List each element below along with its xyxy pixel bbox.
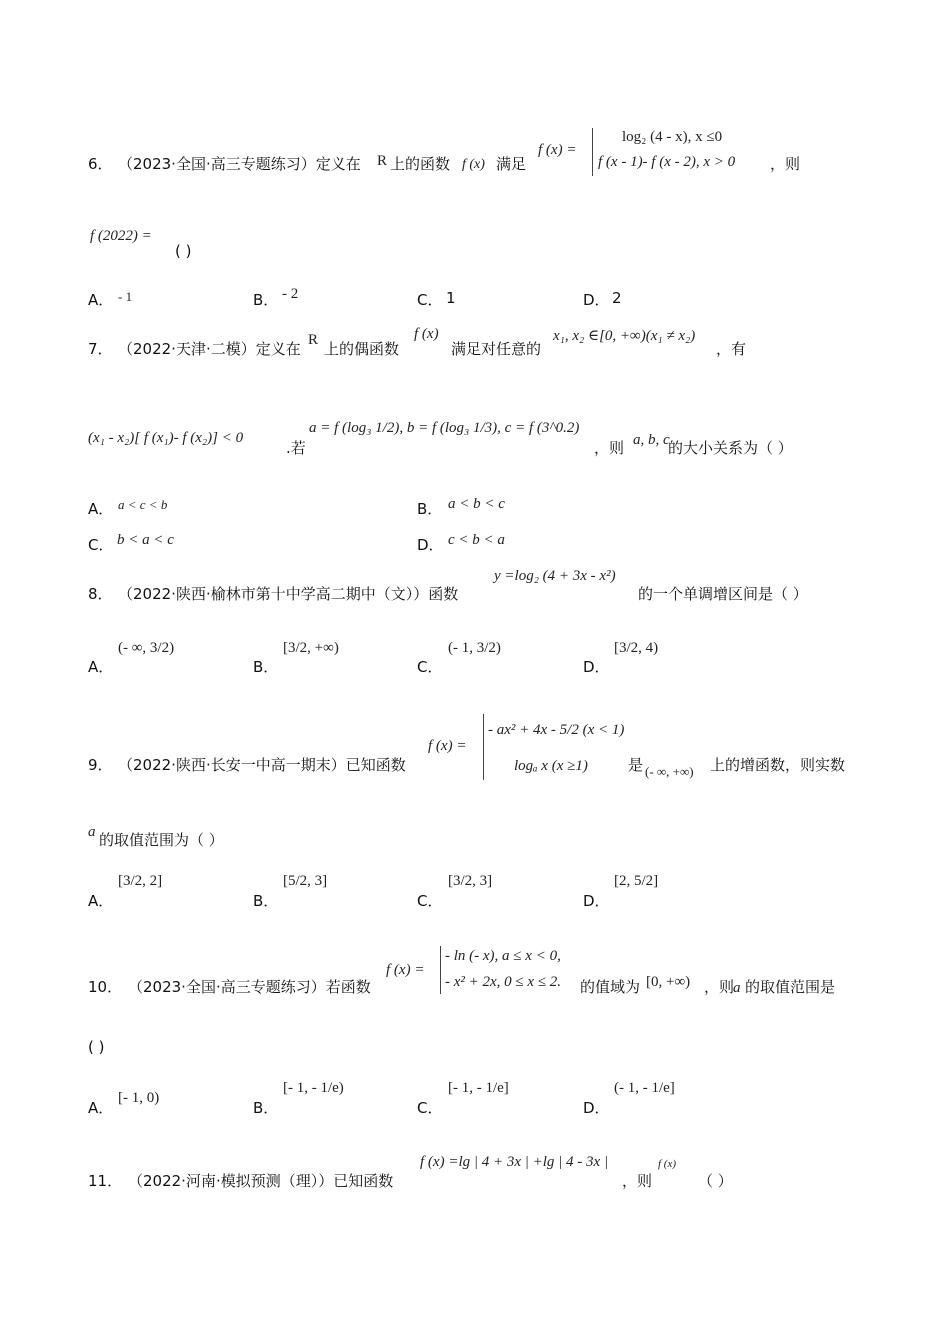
option-b-label: B． xyxy=(253,658,279,676)
question-source: （2023·全国·高三专题练习）定义在 xyxy=(118,155,361,173)
piecewise-case-1: log₂ (4 - x), x ≤0 xyxy=(622,129,723,145)
inequality-expression: (x₁ - x₂)[ f (x₁)- f (x₂)] < 0 xyxy=(88,430,244,446)
option-a-value: [3/2, 2] xyxy=(118,873,163,889)
question-text: ，则 xyxy=(622,1172,653,1190)
question-expression: f (2022) = xyxy=(90,228,152,244)
question-text: ，有 xyxy=(716,340,747,358)
option-a-value: a < c < b xyxy=(118,497,168,512)
answer-paren: ( ) xyxy=(175,242,192,260)
question-number: 8． xyxy=(88,585,113,603)
piecewise-case-2: f (x - 1)- f (x - 2), x > 0 xyxy=(598,154,736,170)
option-a-label: A． xyxy=(88,1099,114,1117)
question-text: 的取值范围为（ ） xyxy=(99,831,224,849)
question-text: 上的增函数，则实数 xyxy=(710,756,846,774)
option-a-value: [- 1, 0) xyxy=(118,1090,160,1106)
option-c-label: C． xyxy=(88,536,114,554)
option-b-label: B． xyxy=(253,291,279,309)
real-set-symbol: R xyxy=(308,332,319,348)
question-text: 满足 xyxy=(496,155,527,173)
answer-paren: ( ) xyxy=(88,1038,105,1056)
option-c-value: b < a < c xyxy=(117,532,174,548)
question-text: 的大小关系为（ ） xyxy=(668,439,793,457)
option-b-value: [- 1, - 1/e) xyxy=(283,1080,344,1096)
question-number: 10． xyxy=(88,978,123,996)
option-d-label: D． xyxy=(583,291,610,309)
option-a-value: - 1 xyxy=(118,289,133,304)
option-d-label: D． xyxy=(583,892,610,910)
answer-paren: （ ） xyxy=(698,1172,733,1190)
question-text: 满足对任意的 xyxy=(451,340,542,358)
piecewise-case-2: - x² + 2x, 0 ≤ x ≤ 2. xyxy=(445,974,562,990)
option-d-value: (- 1, - 1/e] xyxy=(614,1080,675,1096)
option-c-label: C． xyxy=(417,1099,443,1117)
option-b-label: B． xyxy=(253,1099,279,1117)
option-a-label: A． xyxy=(88,291,114,309)
piecewise-lhs: f (x) = xyxy=(538,142,577,158)
range-expression: [0, +∞) xyxy=(646,974,691,990)
option-d-label: D． xyxy=(583,658,610,676)
question-source: （2022·天津·二模）定义在 xyxy=(118,340,301,358)
piecewise-lhs: f (x) = xyxy=(386,962,425,978)
option-d-value: [2, 5/2] xyxy=(614,873,659,889)
question-text: 上的函数 xyxy=(390,155,451,173)
question-text: ，则 xyxy=(704,978,735,996)
option-b-label: B． xyxy=(253,892,279,910)
question-text: 的取值范围是 xyxy=(745,978,836,996)
option-d-value: [3/2, 4) xyxy=(614,640,659,656)
option-c-value: [3/2, 3] xyxy=(448,873,493,889)
option-c-label: C． xyxy=(417,291,443,309)
option-b-value: - 2 xyxy=(282,286,299,302)
function-expression: y =log₂ (4 + 3x - x²) xyxy=(494,568,616,584)
question-source: （2023·全国·高三专题练习）若函数 xyxy=(128,978,371,996)
option-b-label: B． xyxy=(417,500,443,518)
question-number: 11． xyxy=(88,1172,123,1190)
question-source: （2022·陕西·长安一中高一期末）已知函数 xyxy=(118,756,406,774)
question-text: 的值域为 xyxy=(580,978,641,996)
option-c-value: (- 1, 3/2) xyxy=(448,640,501,656)
piecewise-case-2: logₐ x (x ≥1) xyxy=(514,758,588,774)
question-number: 6． xyxy=(88,155,113,173)
question-text: 上的偶函数 xyxy=(324,340,400,358)
option-d-value: 2 xyxy=(612,289,622,307)
question-text: 是 xyxy=(628,756,644,774)
variables: a, b, c xyxy=(633,432,670,448)
question-number: 9． xyxy=(88,756,113,774)
question-text: ，则 xyxy=(594,439,625,457)
function-expression: f (x) xyxy=(462,157,485,172)
piecewise-lhs: f (x) = xyxy=(428,738,467,754)
question-source: （2022·河南·模拟预测（理））已知函数 xyxy=(128,1172,394,1190)
option-b-value: a < b < c xyxy=(448,496,505,512)
option-c-label: C． xyxy=(417,892,443,910)
question-source: （2022·陕西·榆林市第十中学高二期中（文））函数 xyxy=(118,585,459,603)
option-c-value: 1 xyxy=(446,289,456,307)
option-b-value: [5/2, 3] xyxy=(283,873,328,889)
option-b-value: [3/2, +∞) xyxy=(283,640,339,656)
option-c-value: [- 1, - 1/e] xyxy=(448,1080,509,1096)
real-set-symbol: R xyxy=(377,153,388,169)
piecewise-case-1: - ax² + 4x - 5/2 (x < 1) xyxy=(488,722,625,738)
option-d-label: D． xyxy=(417,536,444,554)
variable-a: a xyxy=(88,824,96,840)
function-expression: f (x) =lg | 4 + 3x | +lg | 4 - 3x | xyxy=(420,1154,609,1170)
option-a-label: A． xyxy=(88,500,114,518)
question-number: 7． xyxy=(88,340,113,358)
question-text: .若 xyxy=(286,439,306,457)
question-text: ，则 xyxy=(770,155,801,173)
option-c-label: C． xyxy=(417,658,443,676)
function-expression: f (x) xyxy=(414,326,439,342)
question-text: 的一个单调增区间是（ ） xyxy=(638,585,808,603)
option-a-label: A． xyxy=(88,892,114,910)
interval-expression: (- ∞, +∞) xyxy=(645,764,694,779)
condition-expression: x₁, x₂ ∈[0, +∞)(x₁ ≠ x₂) xyxy=(553,328,696,344)
piecewise-case-1: - ln (- x), a ≤ x < 0, xyxy=(445,948,561,964)
option-a-value: (- ∞, 3/2) xyxy=(118,640,175,656)
variable-a: a xyxy=(733,980,741,996)
option-a-label: A． xyxy=(88,658,114,676)
option-d-label: D． xyxy=(583,1099,610,1117)
option-d-value: c < b < a xyxy=(448,532,505,548)
abc-definition: a = f (log₃ 1/2), b = f (log₃ 1/3), c = f (3^0.2) xyxy=(309,420,580,436)
function-symbol: f (x) xyxy=(658,1158,677,1170)
